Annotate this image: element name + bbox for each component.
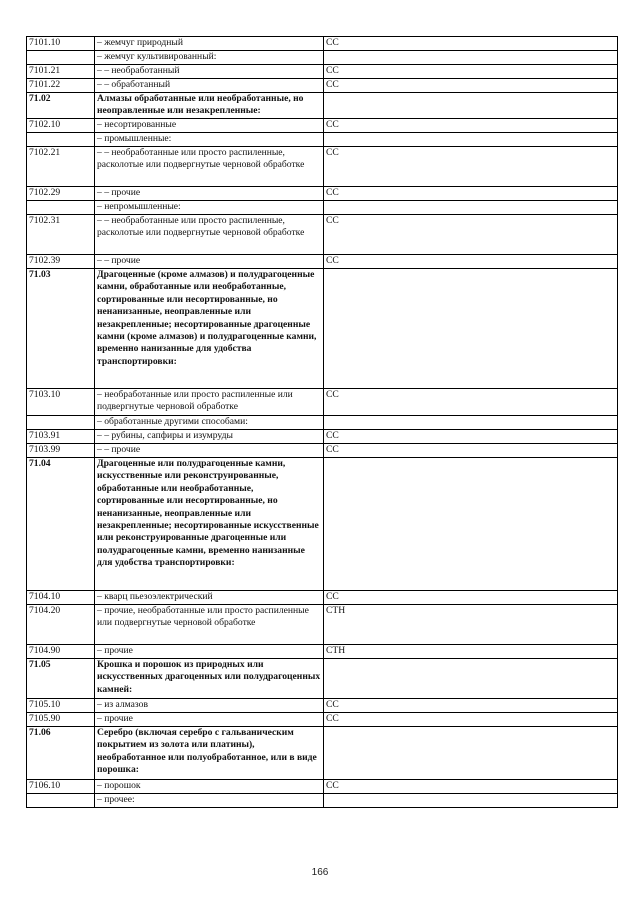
document-cell: [324, 416, 618, 430]
table-row: [27, 389, 618, 416]
table-row: [27, 133, 618, 147]
document-cell: СС: [324, 119, 618, 133]
code-cell: 7102.29: [27, 187, 95, 201]
document-cell: СС: [324, 215, 618, 255]
document-cell: [324, 51, 618, 65]
description-cell: Алмазы обработанные или необработанные, но неоправленные или незакрепленные:: [95, 93, 324, 119]
document-cell: [324, 133, 618, 147]
description-cell: – – необработанный: [95, 65, 324, 79]
document-cell: СС: [324, 147, 618, 187]
code-cell: [27, 133, 95, 147]
code-cell: 7103.91: [27, 430, 95, 444]
table-row: [27, 187, 618, 201]
heading-row: [27, 458, 618, 591]
heading-row: [27, 93, 618, 119]
code-cell: [27, 416, 95, 430]
table-row: [27, 147, 618, 187]
table-row: [27, 794, 618, 808]
document-cell: СС: [324, 255, 618, 269]
table-body: [27, 37, 618, 808]
table-row: [27, 780, 618, 794]
table-row: [27, 255, 618, 269]
description-cell: Драгоценные или полудрагоценные камни, искусственные или реконструированные, обработанные или необработанные, сортированные или несортированные, но ненанизанные, неоправленные или незакрепленные; несортированные искусственные или реконструированные драгоценные или полудрагоценные камни, временно нанизанные для удобства транспортировки:: [95, 458, 324, 591]
table-row: [27, 605, 618, 645]
document-cell: СС: [324, 65, 618, 79]
code-cell: 7102.21: [27, 147, 95, 187]
table-row: [27, 51, 618, 65]
code-cell: 7103.10: [27, 389, 95, 416]
code-cell: 7102.31: [27, 215, 95, 255]
description-cell: – – прочие: [95, 255, 324, 269]
heading-row: [27, 727, 618, 780]
heading-row: [27, 269, 618, 389]
code-cell: 7105.90: [27, 713, 95, 727]
description-cell: – прочие: [95, 645, 324, 659]
description-cell: – – прочие: [95, 444, 324, 458]
code-cell: 7101.10: [27, 37, 95, 51]
page-number: 166: [311, 867, 329, 878]
description-cell: – – необработанные или просто распиленные, расколотые или подвергнутые черновой обработке: [95, 215, 324, 255]
document-cell: [324, 93, 618, 119]
document-cell: СС: [324, 591, 618, 605]
code-cell: 7101.22: [27, 79, 95, 93]
table-row: [27, 119, 618, 133]
description-cell: – жемчуг природный: [95, 37, 324, 51]
document-cell: СС: [324, 713, 618, 727]
heading-row: [27, 659, 618, 699]
code-cell: 7101.21: [27, 65, 95, 79]
description-cell: – кварц пьезоэлектрический: [95, 591, 324, 605]
document-cell: [324, 659, 618, 699]
document-cell: СТН: [324, 605, 618, 645]
table-row: [27, 215, 618, 255]
code-cell: 7104.20: [27, 605, 95, 645]
table-row: [27, 416, 618, 430]
document-cell: [324, 727, 618, 780]
document-cell: СС: [324, 780, 618, 794]
document-cell: [324, 458, 618, 591]
document-cell: [324, 794, 618, 808]
tariff-code-table: [26, 36, 618, 808]
code-cell: 71.04: [27, 458, 95, 591]
code-cell: 71.03: [27, 269, 95, 389]
description-cell: Крошка и порошок из природных или искусственных драгоценных или полудрагоценных камней:: [95, 659, 324, 699]
code-cell: 7102.39: [27, 255, 95, 269]
code-cell: [27, 51, 95, 65]
table-row: [27, 591, 618, 605]
table-row: [27, 430, 618, 444]
table-row: [27, 201, 618, 215]
document-cell: [324, 269, 618, 389]
code-cell: 7106.10: [27, 780, 95, 794]
table-row: [27, 645, 618, 659]
code-cell: [27, 794, 95, 808]
document-cell: СС: [324, 444, 618, 458]
description-cell: – – рубины, сапфиры и изумруды: [95, 430, 324, 444]
description-cell: – – необработанные или просто распиленные, расколотые или подвергнутые черновой обработке: [95, 147, 324, 187]
description-cell: – прочие: [95, 713, 324, 727]
description-cell: – промышленные:: [95, 133, 324, 147]
code-cell: 71.02: [27, 93, 95, 119]
description-cell: – жемчуг культивированный:: [95, 51, 324, 65]
description-cell: – необработанные или просто распиленные или подвергнутые черновой обработке: [95, 389, 324, 416]
table-row: [27, 37, 618, 51]
document-cell: [324, 201, 618, 215]
document-cell: СС: [324, 79, 618, 93]
code-cell: 7105.10: [27, 699, 95, 713]
document-cell: СС: [324, 389, 618, 416]
description-cell: – порошок: [95, 780, 324, 794]
code-cell: 7102.10: [27, 119, 95, 133]
description-cell: – – обработанный: [95, 79, 324, 93]
document-cell: СТН: [324, 645, 618, 659]
table-row: [27, 699, 618, 713]
description-cell: – прочее:: [95, 794, 324, 808]
description-cell: Серебро (включая серебро с гальваническим покрытием из золота или платины), необработанное или полуобработанное, или в виде порошка:: [95, 727, 324, 780]
document-cell: СС: [324, 430, 618, 444]
code-cell: 7103.99: [27, 444, 95, 458]
table-row: [27, 444, 618, 458]
document-cell: СС: [324, 187, 618, 201]
description-cell: – прочие, необработанные или просто распиленные или подвергнутые черновой обработке: [95, 605, 324, 645]
description-cell: – несортированные: [95, 119, 324, 133]
table-row: [27, 713, 618, 727]
code-cell: 7104.10: [27, 591, 95, 605]
document-cell: СС: [324, 699, 618, 713]
description-cell: – обработанные другими способами:: [95, 416, 324, 430]
code-cell: 71.05: [27, 659, 95, 699]
description-cell: – непромышленные:: [95, 201, 324, 215]
code-cell: 7104.90: [27, 645, 95, 659]
description-cell: – из алмазов: [95, 699, 324, 713]
table-row: [27, 79, 618, 93]
code-cell: 71.06: [27, 727, 95, 780]
code-cell: [27, 201, 95, 215]
document-cell: СС: [324, 37, 618, 51]
table-row: [27, 65, 618, 79]
description-cell: – – прочие: [95, 187, 324, 201]
description-cell: Драгоценные (кроме алмазов) и полудрагоценные камни, обработанные или необработанные, сортированные или несортированные, но ненанизанные, неоправленные или незакрепленные; несортированные драгоценные камни (кроме алмазов) и полудрагоценные камни, временно нанизанные для удобства транспортировки:: [95, 269, 324, 389]
